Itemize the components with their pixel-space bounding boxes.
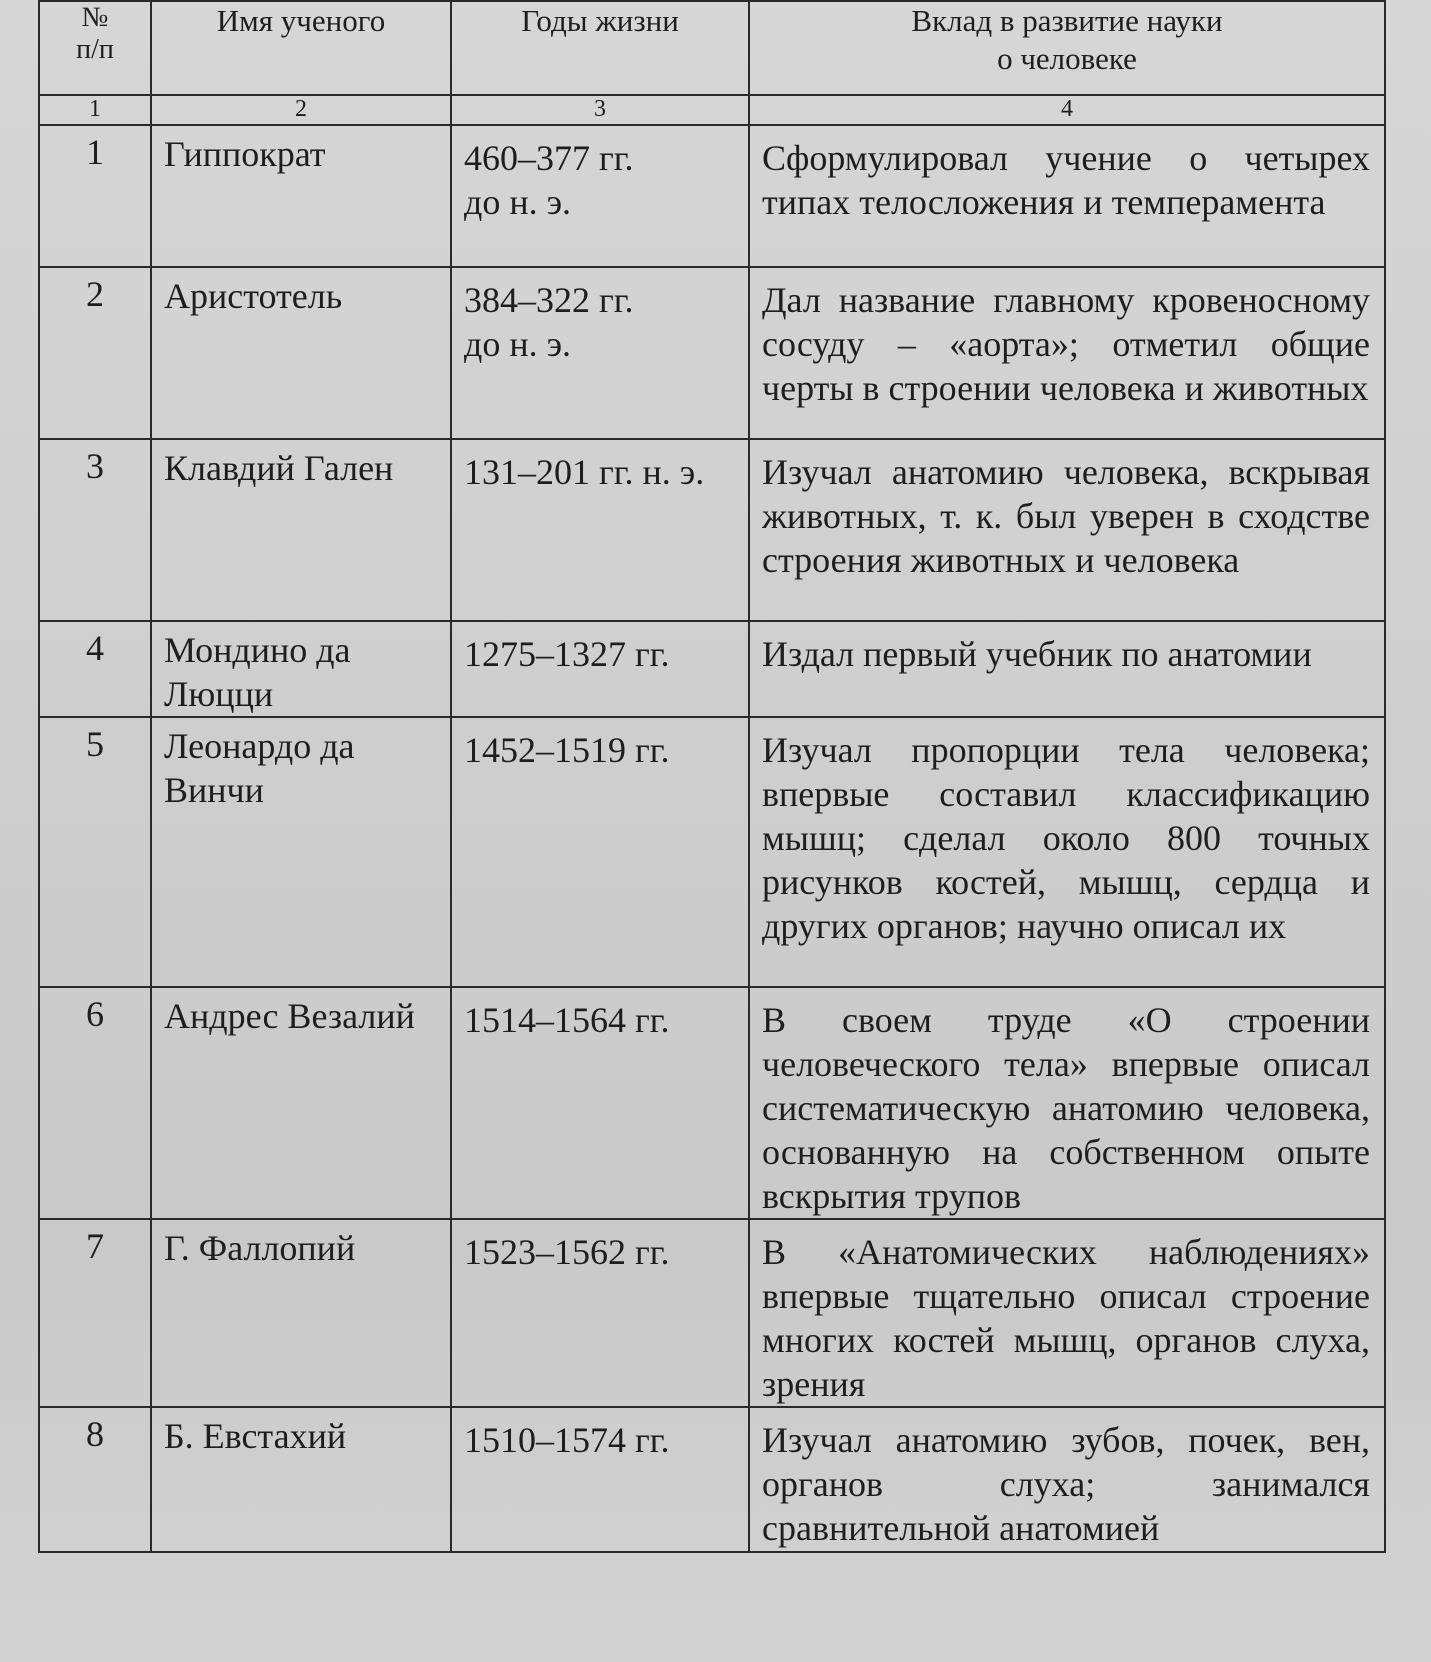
row-number: 7 — [39, 1219, 151, 1407]
contribution: Изучал анатомию зубов, почек, вен, органов слуха; занимался сравнительной анатомией — [749, 1407, 1385, 1552]
table-row — [39, 267, 1385, 439]
life-years-line1: 1523–1562 гг. — [464, 1232, 670, 1272]
table-row — [39, 1407, 1385, 1552]
scientist-name: Леонардо да Винчи — [151, 717, 451, 987]
life-years — [451, 987, 749, 1219]
row-number: 5 — [39, 717, 151, 987]
header-years: Годы жизни — [451, 1, 749, 95]
column-number-3: 3 — [451, 95, 749, 125]
row-number: 2 — [39, 267, 151, 439]
life-years — [451, 1407, 749, 1552]
row-number: 8 — [39, 1407, 151, 1552]
contribution: В своем труде «О строении человеческого тела» впервые описал систематическую анатомию человека, основанную на собственном опыте вскрытия трупов — [749, 987, 1385, 1219]
table-row — [39, 987, 1385, 1219]
life-years-line2: до н. э. — [464, 324, 572, 364]
life-years-line1: 1514–1564 гг. — [464, 1000, 670, 1040]
column-numbers-row — [39, 95, 1385, 125]
contribution: Изучал пропорции тела человека; впервые составил классификацию мышц; сделал около 800 точных рисунков костей, мышц, сердца и других органов; научно описал их — [749, 717, 1385, 987]
life-years-line1: 1452–1519 гг. — [464, 730, 670, 770]
scientist-name: Гиппократ — [151, 125, 451, 267]
life-years-line1: 460–377 гг. — [464, 138, 634, 178]
life-years — [451, 267, 749, 439]
row-number: 3 — [39, 439, 151, 621]
life-years-line1: 131–201 гг. н. э. — [464, 452, 705, 492]
life-years-line1: 384–322 гг. — [464, 280, 634, 320]
scientist-name: Аристотель — [151, 267, 451, 439]
table-row — [39, 1219, 1385, 1407]
life-years-line1: 1510–1574 гг. — [464, 1420, 670, 1460]
table-row — [39, 621, 1385, 717]
table-row — [39, 125, 1385, 267]
table-row — [39, 439, 1385, 621]
header-num — [39, 1, 151, 95]
header-num-line2: п/п — [76, 34, 114, 65]
scientists-table — [38, 0, 1386, 1553]
row-number: 6 — [39, 987, 151, 1219]
life-years — [451, 717, 749, 987]
header-num-line1: № — [81, 2, 109, 33]
scientist-name: Клавдий Гален — [151, 439, 451, 621]
header-contrib-line2: о человеке — [997, 41, 1137, 76]
header-row — [39, 1, 1385, 95]
scientist-name: Г. Фаллопий — [151, 1219, 451, 1407]
row-number: 1 — [39, 125, 151, 267]
life-years-line1: 1275–1327 гг. — [464, 634, 670, 674]
contribution: В «Анатомических наблюдениях» впервые тщательно описал строение многих костей мышц, органов слуха, зрения — [749, 1219, 1385, 1407]
column-number-1: 1 — [39, 95, 151, 125]
scientist-name: Андрес Везалий — [151, 987, 451, 1219]
life-years — [451, 439, 749, 621]
life-years — [451, 621, 749, 717]
contribution: Дал название главному кровеносному сосуду – «аорта»; отметил общие черты в строении человека и животных — [749, 267, 1385, 439]
table-row — [39, 717, 1385, 987]
row-number: 4 — [39, 621, 151, 717]
scientist-name: Мондино да Люцци — [151, 621, 451, 717]
contribution: Изучал анатомию человека, вскрывая животных, т. к. был уверен в сходстве строения животных и человека — [749, 439, 1385, 621]
header-contrib — [749, 1, 1385, 95]
contribution: Издал первый учебник по анатомии — [749, 621, 1385, 717]
header-name: Имя ученого — [151, 1, 451, 95]
header-contrib-line1: Вклад в развитие науки — [911, 3, 1223, 38]
life-years — [451, 1219, 749, 1407]
life-years — [451, 125, 749, 267]
column-number-4: 4 — [749, 95, 1385, 125]
scientist-name: Б. Евстахий — [151, 1407, 451, 1552]
contribution: Сформулировал учение о четырех типах телосложения и темперамента — [749, 125, 1385, 267]
life-years-line2: до н. э. — [464, 182, 572, 222]
column-number-2: 2 — [151, 95, 451, 125]
